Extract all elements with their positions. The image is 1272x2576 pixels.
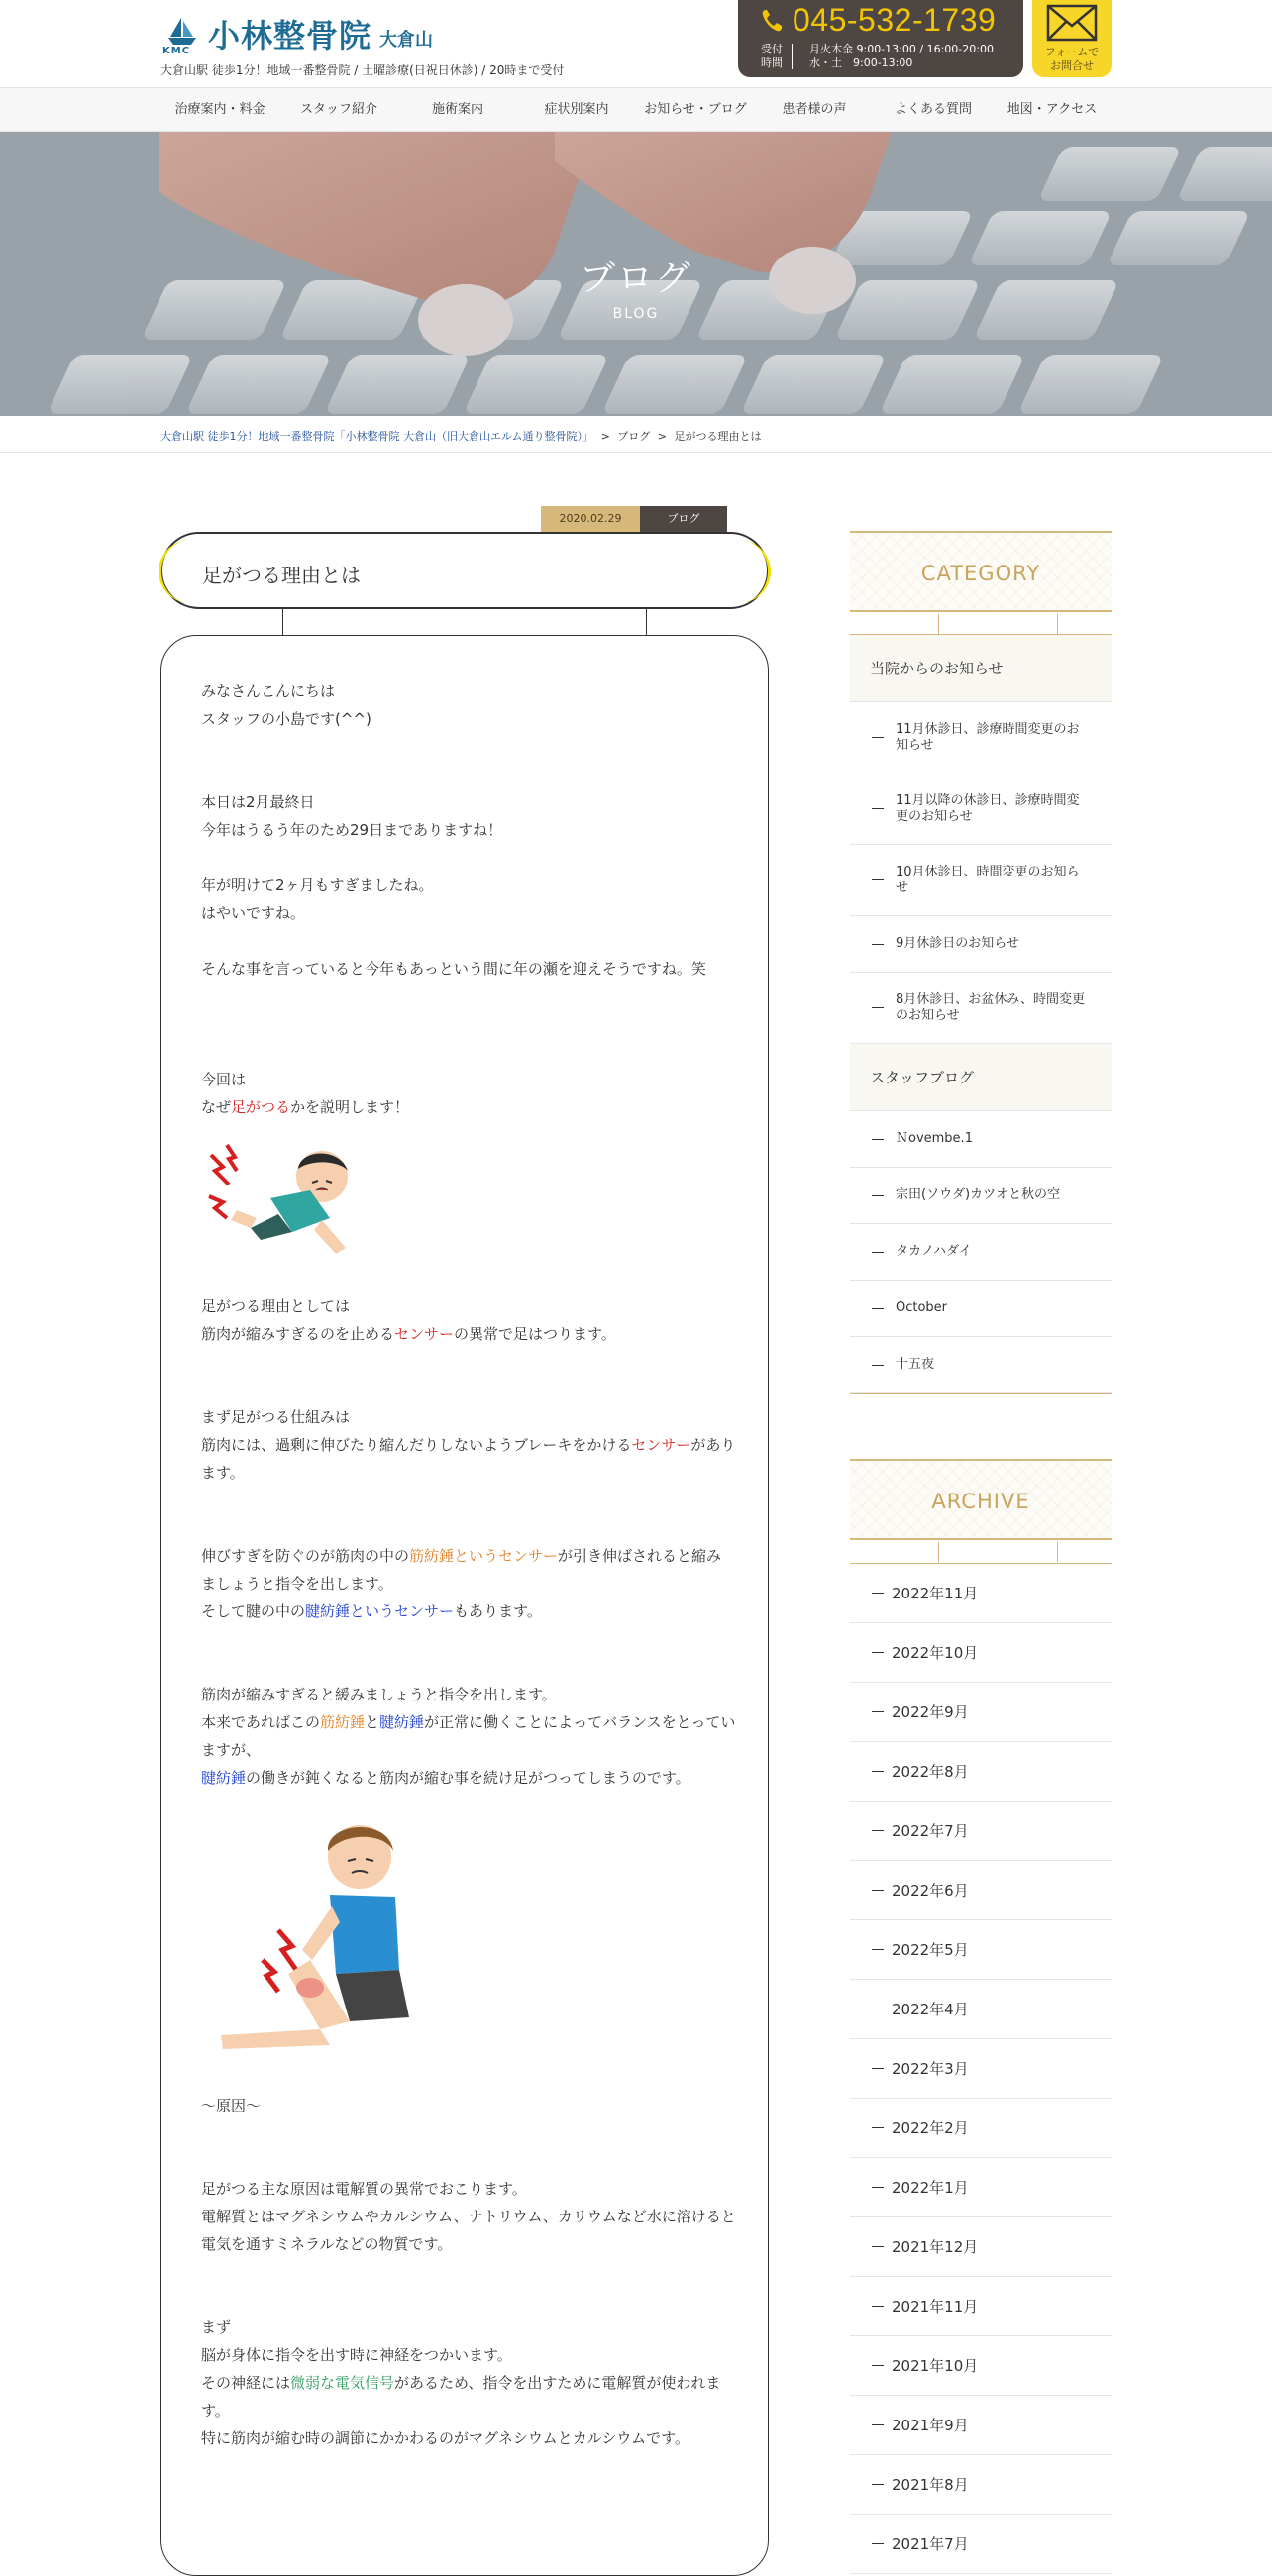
heading-tick <box>938 1542 939 1562</box>
logo-abbr: KMC <box>162 46 191 56</box>
phone-contact-box[interactable] <box>738 0 1023 77</box>
post-paragraph: 特に筋肉が縮む時の調節にかかわるのがマグネシウムとカルシウムです。 <box>201 2429 689 2447</box>
post-paragraph: スタッフの小島です(^^) <box>201 710 371 728</box>
archive-month-link[interactable]: 2021年12月 <box>850 2217 1112 2277</box>
text-span: その神経には <box>201 2374 291 2392</box>
nav-testimonials[interactable]: 患者様の声 <box>782 102 847 117</box>
archive-month-link[interactable]: 2022年1月 <box>850 2158 1112 2217</box>
archive-month-link[interactable]: 2022年5月 <box>850 1920 1112 1980</box>
breadcrumb-separator: > <box>600 430 610 443</box>
hours-divider <box>792 44 793 69</box>
leg-cramp-illustration <box>201 1141 370 1260</box>
breadcrumb-blog[interactable]: ブログ <box>617 430 651 443</box>
category-list <box>850 634 1112 1394</box>
category-post-link[interactable] <box>850 845 1112 916</box>
hours-short-days: 水・土 9:00-13:00 <box>809 56 913 69</box>
highlight-red: センサー <box>394 1325 455 1343</box>
text-span: の働きが鈍くなると筋肉が縮む事を続け足がつってしまうのです。 <box>246 1769 690 1787</box>
breadcrumb-separator: > <box>657 430 667 443</box>
category-post-label: 宗田(ソウダ)カツオと秋の空 <box>896 1187 1061 1202</box>
archive-month-link[interactable]: 2022年6月 <box>850 1861 1112 1920</box>
category-post-label: 8月休診日、お盆休み、時間変更のお知らせ <box>896 991 1086 1023</box>
post-title-box <box>160 532 769 609</box>
category-post-link[interactable] <box>850 1337 1112 1393</box>
contact-form-label-line1: フォームで <box>1044 46 1100 58</box>
archive-list <box>850 1563 1112 2574</box>
archive-month-link[interactable]: 2021年7月 <box>850 2515 1112 2574</box>
category-post-label: 十五夜 <box>896 1357 935 1372</box>
post-paragraph: はやいですね。 <box>201 904 306 922</box>
text-span: そして腱の中の <box>201 1602 306 1620</box>
text-span: かを説明します！ <box>290 1098 410 1116</box>
text-span: 本来であればこの <box>201 1713 321 1731</box>
category-post-label: Ｎovembe.1 <box>896 1131 973 1146</box>
post-subheading: ～原因～ <box>201 2097 262 2114</box>
hours-weekday: 月火木金 9:00-13:00 / 16:00-20:00 <box>809 43 994 55</box>
category-post-link[interactable] <box>850 1111 1112 1168</box>
archive-month-link[interactable]: 2022年3月 <box>850 2039 1112 2099</box>
category-post-link[interactable] <box>850 916 1112 973</box>
archive-month-link[interactable]: 2022年8月 <box>850 1742 1112 1802</box>
category-post-link[interactable] <box>850 973 1112 1044</box>
category-heading: CATEGORY <box>850 531 1112 612</box>
post-paragraph <box>201 1320 736 1348</box>
post-paragraph: 足がつる理由としては <box>201 1297 351 1315</box>
archive-month-link[interactable]: 2022年4月 <box>850 1980 1112 2039</box>
category-post-link[interactable] <box>850 702 1112 773</box>
text-span: があるため、指令を出すために電解質が使われます。 <box>201 2374 721 2420</box>
title-connector-left <box>282 609 283 635</box>
post-paragraph <box>201 1431 736 1487</box>
highlight-blue: 腱紡錘 <box>379 1713 425 1731</box>
category-group-staff-blog[interactable]: スタッフブログ <box>850 1044 1112 1111</box>
hero-title: ブログ <box>579 258 692 299</box>
post-paragraph: 筋肉が縮みすぎると緩みましょうと指令を出します。 <box>201 1686 557 1703</box>
heading-tick <box>938 614 939 634</box>
highlight-green: 微弱な電気信号 <box>290 2374 395 2392</box>
post-paragraph <box>201 1597 736 1625</box>
post-paragraph: 本日は2月最終日 <box>201 793 315 811</box>
post-paragraph: 脳が身体に指令を出す時に神経をつかいます。 <box>201 2346 512 2364</box>
text-span: なぜ <box>201 1098 232 1116</box>
highlight-red: 足がつる <box>231 1098 291 1116</box>
post-paragraph: 年が明けて2ヶ月もすぎましたね。 <box>201 876 434 894</box>
nav-staff[interactable]: スタッフ紹介 <box>299 102 377 117</box>
category-post-link[interactable] <box>850 1168 1112 1224</box>
logo-subname: 大倉山 <box>379 30 434 51</box>
title-connector-right <box>646 609 647 635</box>
category-post-label: 11月以降の休診日、診療時間変更のお知らせ <box>896 792 1080 824</box>
category-post-link[interactable] <box>850 773 1112 845</box>
heading-tick <box>1057 614 1058 634</box>
breadcrumb-current: 足がつる理由とは <box>674 430 762 443</box>
category-post-label: 9月休診日のお知らせ <box>896 936 1019 951</box>
category-post-link[interactable] <box>850 1281 1112 1337</box>
logo-name: 小林整骨院 <box>208 17 372 54</box>
nav-symptoms[interactable]: 症状別案内 <box>544 102 609 117</box>
archive-month-link[interactable]: 2022年10月 <box>850 1623 1112 1683</box>
post-title: 足がつる理由とは <box>202 564 361 587</box>
archive-month-link[interactable]: 2022年7月 <box>850 1802 1112 1861</box>
nav-news-blog[interactable]: お知らせ・ブログ <box>644 102 747 117</box>
post-paragraph: そんな事を言っていると今年もあっという間に年の瀬を迎えそうですね。笑 <box>201 960 706 978</box>
post-paragraph: まず <box>201 2318 232 2336</box>
heading-tick <box>1057 1542 1058 1562</box>
phone-icon <box>760 8 784 34</box>
category-post-label: 11月休診日、診療時間変更のお知らせ <box>896 721 1080 753</box>
breadcrumb <box>160 428 762 444</box>
highlight-orange: 筋紡錘 <box>320 1713 366 1731</box>
archive-month-link[interactable]: 2021年10月 <box>850 2336 1112 2396</box>
post-paragraph: 今回は <box>201 1071 247 1088</box>
nav-procedures[interactable]: 施術案内 <box>431 102 483 117</box>
header-tagline: 大倉山駅 徒歩1分！地域一番整骨院 / 土曜診療(日祝日休診) / 20時まで受付 <box>160 63 565 77</box>
category-group-notices[interactable]: 当院からのお知らせ <box>850 635 1112 702</box>
contact-form-label <box>1032 46 1112 73</box>
text-span: もあります。 <box>454 1602 542 1620</box>
contact-form-button[interactable] <box>1032 0 1112 77</box>
post-paragraph <box>201 1542 736 1597</box>
category-post-label: 10月休診日、時間変更のお知らせ <box>896 864 1080 895</box>
category-post-label: タカノハダイ <box>896 1244 972 1259</box>
contact-form-label-line2: お問合せ <box>1050 59 1094 72</box>
text-span: 筋肉が縮みすぎるのを止める <box>201 1325 395 1343</box>
breadcrumb-home[interactable]: 大倉山駅 徒歩1分！地域一番整骨院「小林整骨院 大倉山（旧大倉山エルム通り整骨院）」 <box>160 430 594 443</box>
category-post-label: October <box>896 1300 948 1315</box>
archive-month-link[interactable]: 2021年11月 <box>850 2277 1112 2336</box>
site-logo[interactable] <box>160 12 433 55</box>
archive-month-link[interactable]: 2022年2月 <box>850 2099 1112 2158</box>
hours-label-line1: 受付 <box>761 43 783 55</box>
archive-month-link[interactable]: 2021年9月 <box>850 2396 1112 2455</box>
post-paragraph <box>201 2369 736 2424</box>
hours-label-line2: 時間 <box>761 56 783 69</box>
archive-heading: ARCHIVE <box>850 1459 1112 1540</box>
business-hours <box>809 43 994 70</box>
text-span: が正常に働くことによってバランスをとっていますが、 <box>201 1713 736 1759</box>
post-paragraph <box>201 1708 736 1764</box>
leg-pain-illustration <box>201 1811 439 2059</box>
global-nav <box>0 87 1272 132</box>
phone-number[interactable]: 045-532-1739 <box>793 2 997 38</box>
text-span: があります。 <box>201 1436 736 1482</box>
hours-label <box>760 43 784 70</box>
ship-logo-icon <box>160 12 204 55</box>
highlight-orange: 筋紡錘というセンサー <box>409 1547 559 1565</box>
highlight-blue: 腱紡錘というセンサー <box>305 1602 455 1620</box>
text-span: と <box>365 1713 380 1731</box>
breadcrumb-divider <box>0 452 1272 453</box>
nav-faq[interactable]: よくある質問 <box>894 102 972 117</box>
post-paragraph: 今年はうるう年のため29日までありますね！ <box>201 821 503 839</box>
post-content <box>201 677 736 2452</box>
site-header <box>0 0 1272 87</box>
post-category-badge[interactable]: ブログ <box>640 506 727 532</box>
text-span: 筋肉には、過剰に伸びたり縮んだりしないようブレーキをかける <box>201 1436 632 1454</box>
text-span: が引き伸ばされると縮みましょうと指令を出します。 <box>201 1547 722 1593</box>
text-span: の異常で足はつります。 <box>454 1325 616 1343</box>
post-paragraph: みなさんこんにちは <box>201 682 336 700</box>
post-paragraph: 電解質とはマグネシウムやカルシウム、ナトリウム、カリウムなど水に溶けると電気を通すミネラルなどの物質です。 <box>201 2208 736 2253</box>
highlight-red: センサー <box>631 1436 691 1454</box>
archive-month-link[interactable]: 2022年11月 <box>850 1564 1112 1623</box>
post-paragraph: 足がつる主な原因は電解質の異常でおこります。 <box>201 2180 527 2198</box>
envelope-icon <box>1046 4 1098 42</box>
category-post-link[interactable] <box>850 1224 1112 1281</box>
post-paragraph <box>201 1764 736 1792</box>
archive-month-link[interactable]: 2022年9月 <box>850 1683 1112 1742</box>
hero-banner <box>0 132 1272 416</box>
post-body-box <box>160 635 769 2576</box>
hero-subtitle: BLOG <box>612 306 660 322</box>
text-span: 伸びすぎを防ぐのが筋肉の中の <box>201 1547 410 1565</box>
nav-treatment-fees[interactable]: 治療案内・料金 <box>174 102 265 117</box>
post-paragraph <box>201 1093 736 1121</box>
nav-access[interactable]: 地図・アクセス <box>1007 102 1098 117</box>
post-date: 2020.02.29 <box>541 506 640 532</box>
highlight-blue: 腱紡錘 <box>201 1769 247 1787</box>
post-paragraph: まず足がつる仕組みは <box>201 1408 351 1426</box>
archive-month-link[interactable]: 2021年8月 <box>850 2455 1112 2515</box>
